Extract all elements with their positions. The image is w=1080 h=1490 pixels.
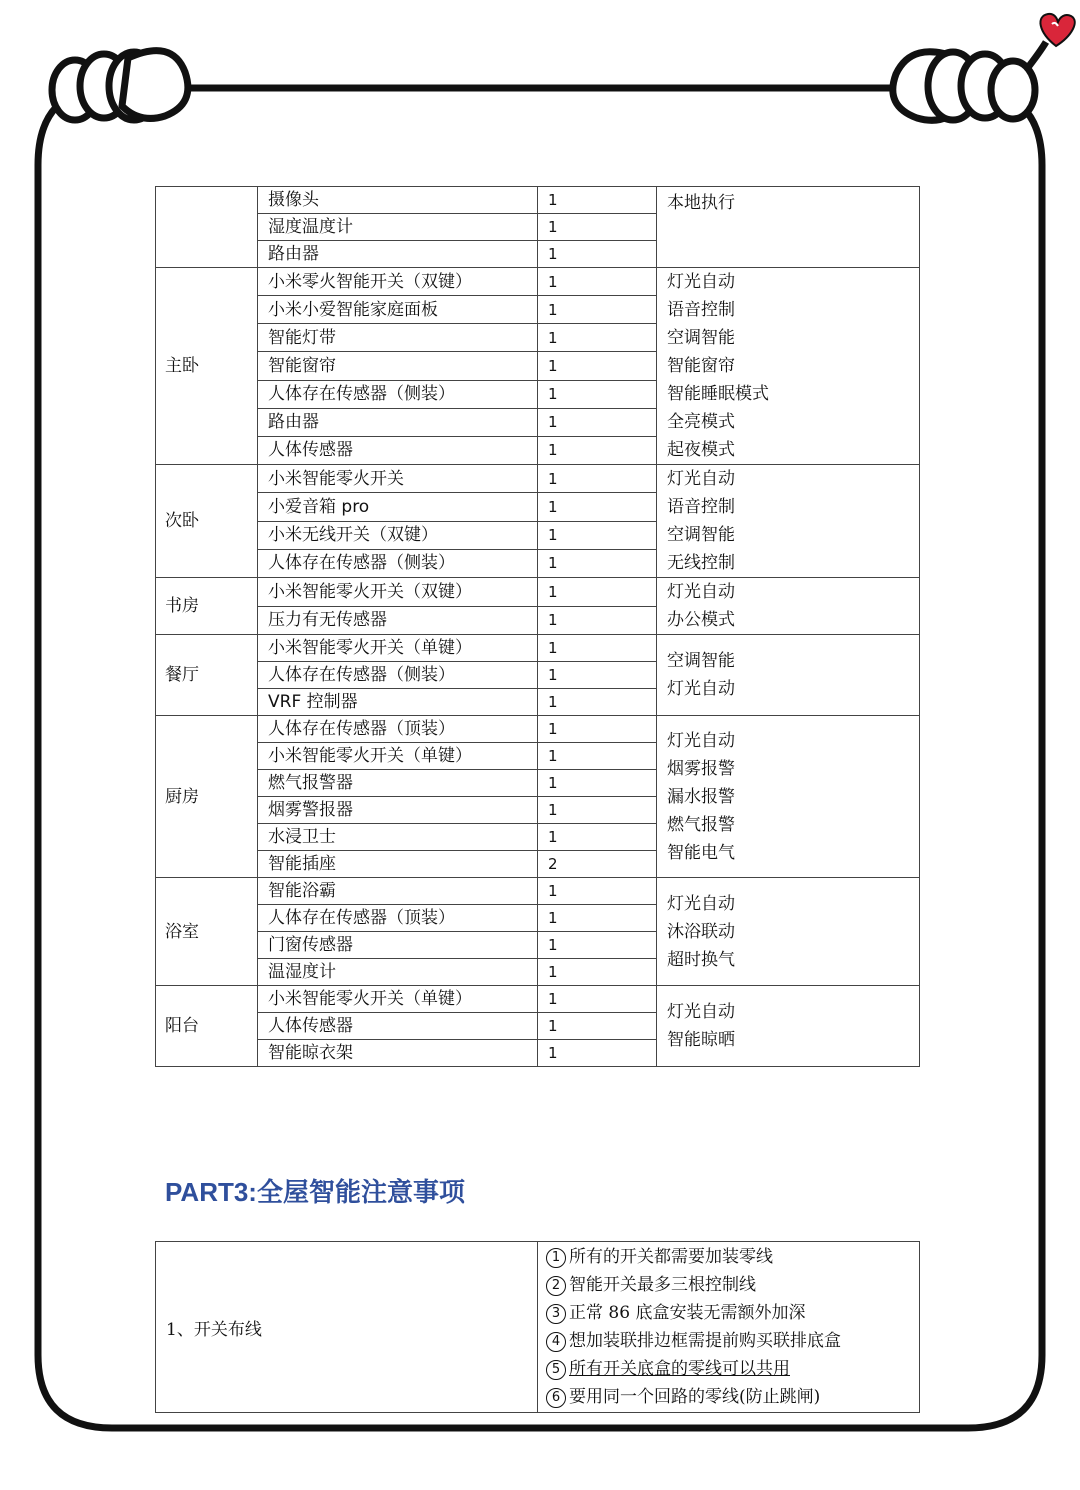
feature-item: 超时换气: [667, 949, 735, 970]
quantity-cell: 1: [538, 296, 657, 324]
device-name-cell: 烟雾警报器: [258, 797, 538, 824]
table-row: [156, 268, 920, 296]
heart-icon: [1040, 14, 1074, 46]
device-name-cell: 人体传感器: [258, 436, 538, 464]
room-cell: 主卧: [156, 268, 258, 465]
device-name-cell: 小米智能零火开关（单键）: [258, 986, 538, 1013]
device-name-cell: 人体存在传感器（顶装）: [258, 716, 538, 743]
quantity-cell: 1: [538, 465, 657, 493]
feature-item: 智能睡眠模式: [667, 384, 769, 404]
note-point-text: 所有的开关都需要加装零线: [569, 1247, 773, 1267]
device-name-cell: 人体存在传感器（顶装）: [258, 905, 538, 932]
quantity-cell: 1: [538, 878, 657, 905]
feature-item: 智能电气: [667, 842, 735, 863]
feature-item: 沐浴联动: [667, 921, 735, 942]
circled-number-icon: 1: [546, 1248, 566, 1268]
device-name-cell: 小米小爱智能家庭面板: [258, 296, 538, 324]
device-name-cell: 压力有无传感器: [258, 606, 538, 635]
room-cell: 书房: [156, 578, 258, 635]
table-row: [156, 986, 920, 1013]
quantity-cell: 1: [538, 932, 657, 959]
quantity-cell: 1: [538, 905, 657, 932]
quantity-cell: 1: [538, 268, 657, 296]
quantity-cell: 1: [538, 408, 657, 436]
room-cell: 厨房: [156, 716, 258, 878]
note-point-text: 所有开关底盒的零线可以共用: [569, 1359, 790, 1379]
feature-item: 漏水报警: [667, 786, 735, 807]
quantity-cell: 1: [538, 770, 657, 797]
device-name-cell: 小米智能零火开关（单键）: [258, 743, 538, 770]
device-name-cell: 人体存在传感器（侧装）: [258, 380, 538, 408]
quantity-cell: 1: [538, 824, 657, 851]
features-cell: [657, 878, 920, 986]
feature-item: 智能晾晒: [667, 1030, 735, 1050]
device-name-cell: 智能浴霸: [258, 878, 538, 905]
room-cell: 阳台: [156, 986, 258, 1067]
device-name-cell: 小米智能零火开关: [258, 465, 538, 493]
features-cell: [657, 635, 920, 716]
quantity-cell: 1: [538, 986, 657, 1013]
note-point: [546, 1383, 911, 1411]
feature-item: 空调智能: [667, 525, 735, 545]
left-hand-doodle: [52, 51, 188, 120]
quantity-cell: 1: [538, 959, 657, 986]
quantity-cell: 1: [538, 716, 657, 743]
feature-item: 语音控制: [667, 300, 735, 320]
quantity-cell: 1: [538, 436, 657, 464]
note-point-text: 正常 86 底盒安装无需额外加深: [569, 1303, 806, 1323]
device-name-cell: 人体存在传感器（侧装）: [258, 662, 538, 689]
circled-number-icon: 5: [546, 1360, 566, 1380]
device-name-cell: 摄像头: [258, 187, 538, 214]
device-name-cell: 小米零火智能开关（双键）: [258, 268, 538, 296]
quantity-cell: 2: [538, 851, 657, 878]
device-name-cell: 燃气报警器: [258, 770, 538, 797]
table-row: [156, 187, 920, 214]
quantity-cell: 1: [538, 324, 657, 352]
feature-item: 灯光自动: [667, 272, 735, 292]
table-row: [156, 716, 920, 743]
table-row: [156, 465, 920, 493]
quantity-cell: 1: [538, 493, 657, 521]
note-point: [546, 1271, 911, 1299]
feature-item: 灯光自动: [667, 679, 735, 699]
note-point-text: 智能开关最多三根控制线: [569, 1275, 756, 1295]
quantity-cell: 1: [538, 743, 657, 770]
device-table: [155, 186, 920, 1067]
note-point: [546, 1327, 911, 1355]
circled-number-icon: 3: [546, 1304, 566, 1324]
device-name-cell: 小爱音箱 pro: [258, 493, 538, 521]
features-cell: [657, 187, 920, 268]
notes-table: [155, 1241, 920, 1413]
quantity-cell: 1: [538, 521, 657, 549]
quantity-cell: 1: [538, 606, 657, 635]
feature-item: 灯光自动: [667, 469, 735, 489]
quantity-cell: 1: [538, 380, 657, 408]
device-name-cell: 水浸卫士: [258, 824, 538, 851]
quantity-cell: 1: [538, 352, 657, 380]
feature-item: 灯光自动: [667, 730, 735, 751]
feature-item: 灯光自动: [667, 1002, 735, 1022]
device-name-cell: 小米智能零火开关（单键）: [258, 635, 538, 662]
quantity-cell: 1: [538, 635, 657, 662]
feature-item: 语音控制: [667, 497, 735, 517]
feature-item: 灯光自动: [667, 582, 735, 602]
feature-item: 烟雾报警: [667, 758, 735, 779]
quantity-cell: 1: [538, 578, 657, 607]
device-name-cell: 小米智能零火开关（双键）: [258, 578, 538, 607]
circled-number-icon: 2: [546, 1276, 566, 1296]
quantity-cell: 1: [538, 1013, 657, 1040]
circled-number-icon: 4: [546, 1332, 566, 1352]
quantity-cell: 1: [538, 214, 657, 241]
device-name-cell: 人体传感器: [258, 1013, 538, 1040]
features-cell: [657, 268, 920, 465]
feature-item: 空调智能: [667, 328, 735, 348]
device-name-cell: 智能窗帘: [258, 352, 538, 380]
table-row: [156, 635, 920, 662]
room-cell: 次卧: [156, 465, 258, 578]
quantity-cell: 1: [538, 1040, 657, 1067]
note-point: [546, 1355, 911, 1383]
right-hand-doodle: [893, 42, 1046, 120]
note-point-text: 想加装联排边框需提前购买联排底盒: [569, 1331, 841, 1351]
quantity-cell: 1: [538, 662, 657, 689]
note-topic-cell: 1、开关布线: [156, 1242, 538, 1413]
features-cell: [657, 578, 920, 635]
feature-item: 智能窗帘: [667, 356, 735, 376]
feature-item: 起夜模式: [667, 440, 735, 460]
section-title: PART3:全屋智能注意事项: [165, 1177, 465, 1207]
room-cell: [156, 187, 258, 268]
feature-item: 灯光自动: [667, 893, 735, 914]
quantity-cell: 1: [538, 689, 657, 716]
notes-row: [156, 1242, 920, 1413]
note-point: [546, 1299, 911, 1327]
device-name-cell: 温湿度计: [258, 959, 538, 986]
device-name-cell: 智能插座: [258, 851, 538, 878]
device-name-cell: 小米无线开关（双键）: [258, 521, 538, 549]
note-point: [546, 1243, 911, 1271]
table-row: [156, 878, 920, 905]
quantity-cell: 1: [538, 241, 657, 268]
quantity-cell: 1: [538, 187, 657, 214]
device-name-cell: 门窗传感器: [258, 932, 538, 959]
device-name-cell: 智能晾衣架: [258, 1040, 538, 1067]
note-point-text: 要用同一个回路的零线(防止跳闸): [569, 1387, 821, 1407]
device-name-cell: 路由器: [258, 241, 538, 268]
feature-item: 本地执行: [667, 193, 735, 213]
device-name-cell: 智能灯带: [258, 324, 538, 352]
feature-item: 办公模式: [667, 610, 735, 630]
device-name-cell: VRF 控制器: [258, 689, 538, 716]
note-points-cell: [538, 1242, 920, 1413]
device-name-cell: 路由器: [258, 408, 538, 436]
features-cell: [657, 716, 920, 878]
device-name-cell: 湿度温度计: [258, 214, 538, 241]
features-cell: [657, 465, 920, 578]
circled-number-icon: 6: [546, 1388, 566, 1408]
quantity-cell: 1: [538, 797, 657, 824]
feature-item: 燃气报警: [667, 814, 735, 835]
features-cell: [657, 986, 920, 1067]
feature-item: 全亮模式: [667, 412, 735, 432]
feature-item: 无线控制: [667, 553, 735, 573]
quantity-cell: 1: [538, 549, 657, 577]
room-cell: 餐厅: [156, 635, 258, 716]
notes-table-body: [156, 1242, 920, 1413]
feature-item: 空调智能: [667, 651, 735, 671]
table-row: [156, 578, 920, 607]
device-name-cell: 人体存在传感器（侧装）: [258, 549, 538, 577]
room-cell: 浴室: [156, 878, 258, 986]
device-table-body: [156, 187, 920, 1067]
